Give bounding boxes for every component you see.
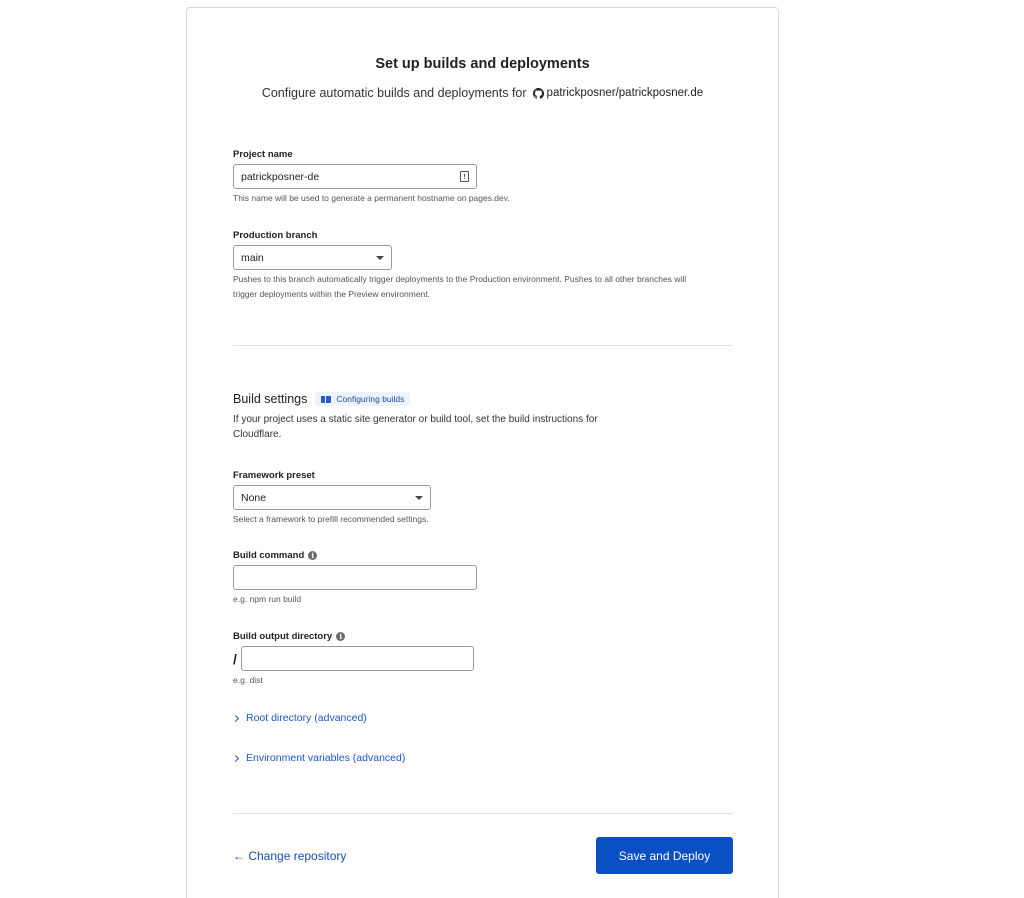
project-name-value: patrickposner-de [241, 170, 320, 183]
root-slash: / [233, 650, 237, 667]
build-output-input[interactable] [241, 646, 474, 671]
info-icon[interactable]: i [308, 551, 317, 560]
page-title: Set up builds and deployments [375, 56, 590, 72]
framework-preset-label: Framework preset [233, 470, 315, 481]
chevron-down-icon [376, 256, 384, 260]
project-name-label: Project name [233, 149, 293, 160]
env-vars-label: Environment variables (advanced) [246, 752, 406, 764]
build-output-label: Build output directory [233, 631, 333, 642]
build-command-help: e.g. npm run build [233, 594, 302, 604]
project-name-input[interactable] [233, 164, 477, 189]
subtitle-text: Configure automatic builds and deployments for [261, 86, 527, 100]
repo-name: patrickposner/patrickposner.de [546, 87, 704, 99]
repo-reference [533, 87, 704, 99]
production-branch-select[interactable] [233, 245, 392, 270]
configuring-builds-link[interactable] [315, 392, 410, 406]
build-command-label: Build command [233, 550, 305, 561]
root-directory-toggle[interactable] [233, 712, 733, 724]
save-and-deploy-button[interactable]: Save and Deploy [596, 837, 733, 874]
build-output-group [233, 631, 733, 688]
autofill-icon [460, 171, 469, 182]
build-command-group [233, 550, 733, 607]
production-branch-group [233, 230, 733, 302]
production-branch-help: Pushes to this branch automatically trigger deployments to the Production environment. Pushes to all other branches will trigger deployments within the Preview environment. [233, 274, 687, 299]
section-divider [233, 345, 733, 346]
build-output-label-row [233, 631, 733, 642]
chevron-right-icon [232, 714, 239, 721]
chevron-down-icon [415, 496, 423, 500]
footer-divider [233, 813, 733, 814]
github-icon [533, 88, 544, 99]
root-directory-row[interactable] [233, 712, 733, 724]
configuring-builds-label: Configuring builds [336, 394, 405, 404]
env-vars-row[interactable] [233, 752, 733, 764]
project-name-group [233, 149, 733, 206]
build-command-label-row [233, 550, 733, 561]
build-settings-title: Build settings [233, 392, 308, 406]
project-name-help: This name will be used to generate a permanent hostname on pages.dev. [233, 193, 510, 203]
production-branch-label: Production branch [233, 230, 318, 241]
build-settings-header [233, 392, 733, 442]
framework-preset-help: Select a framework to prefill recommended settings. [233, 514, 429, 524]
build-output-row [233, 646, 733, 671]
env-vars-toggle[interactable] [233, 752, 733, 764]
build-settings-title-row [233, 392, 733, 406]
build-settings-description: If your project uses a static site generator or build tool, set the build instructions for Cloudflare. [233, 414, 598, 440]
framework-preset-select[interactable] [233, 485, 431, 510]
setup-card [186, 7, 779, 898]
change-repository-link[interactable]: ← Change repository [233, 849, 347, 863]
info-icon[interactable]: i [336, 632, 345, 641]
book-icon [321, 396, 331, 403]
page-subtitle [187, 86, 778, 100]
framework-preset-group [233, 470, 733, 527]
framework-preset-value: None [241, 491, 267, 504]
build-output-help: e.g. dist [233, 675, 263, 685]
production-branch-value: main [241, 251, 264, 264]
root-directory-label: Root directory (advanced) [246, 712, 367, 724]
chevron-right-icon [232, 754, 239, 761]
build-command-input[interactable] [233, 565, 477, 590]
